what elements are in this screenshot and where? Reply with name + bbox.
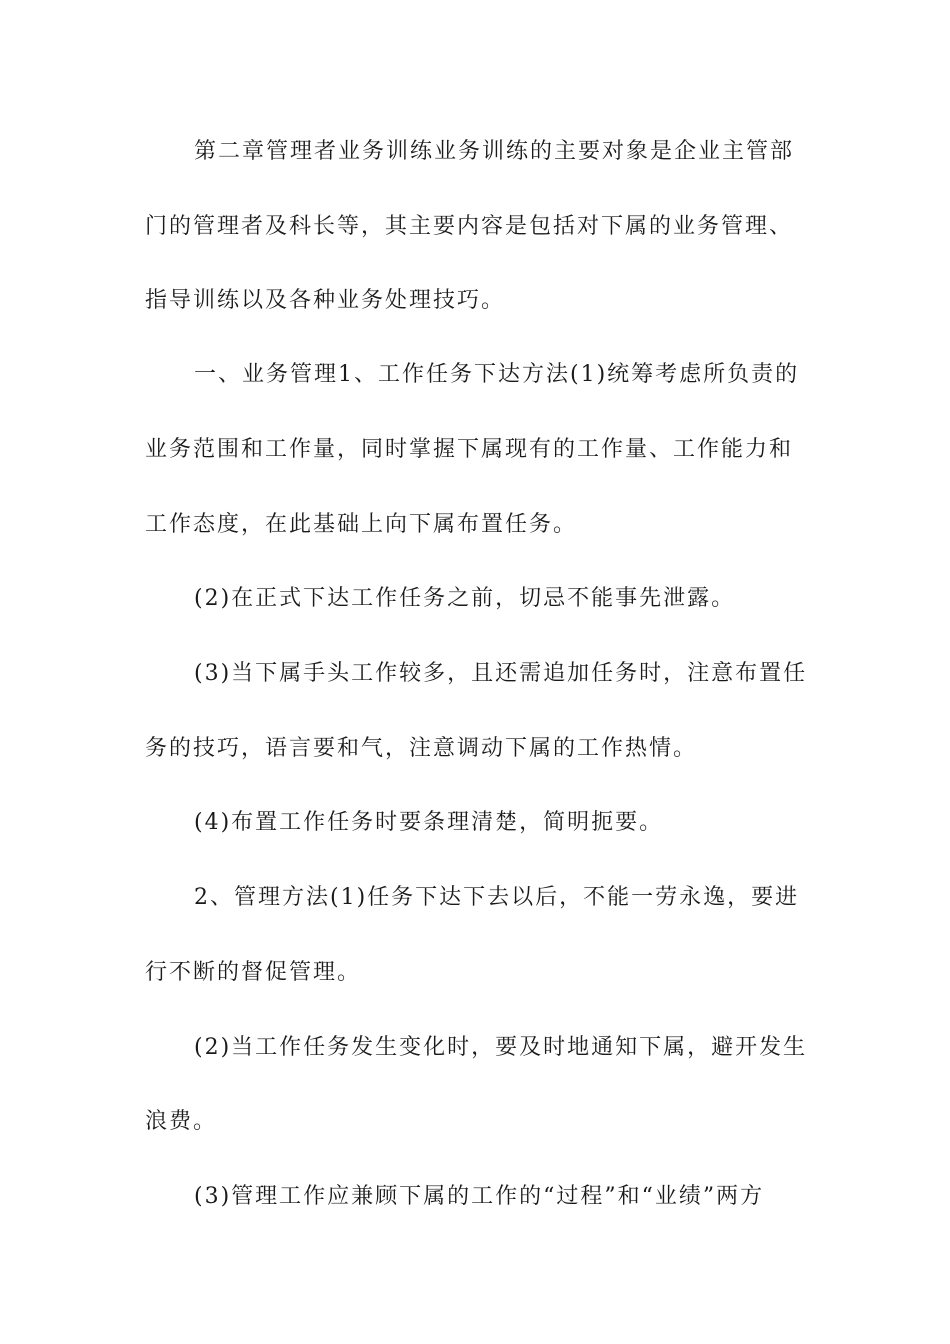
paragraph-7-line-1: (2)当工作任务发生变化时，要及时地通知下属，避开发生: [194, 1035, 808, 1060]
paragraph-2-line-3: 工作态度，在此基础上向下属布置任务。: [145, 512, 578, 537]
paragraph-6-line-2: 行不断的督促管理。: [145, 960, 362, 985]
paragraph-3-line-1: (2)在正式下达工作任务之前，切忌不能事先泄露。: [194, 586, 736, 611]
paragraph-4-line-2: 务的技巧，语言要和气，注意调动下属的工作热情。: [145, 736, 698, 761]
paragraph-4-line-1: (3)当下属手头工作较多，且还需追加任务时，注意布置任: [194, 661, 808, 686]
paragraph-2-line-1: 一、业务管理1、工作任务下达方法(1)统筹考虑所负责的: [194, 362, 800, 387]
paragraph-1-line-1: 第二章管理者业务训练业务训练的主要对象是企业主管部: [194, 139, 795, 164]
paragraph-1-line-3: 指导训练以及各种业务处理技巧。: [145, 288, 506, 313]
paragraph-6-line-1: 2、管理方法(1)任务下达下去以后，不能一劳永逸，要进: [194, 885, 800, 910]
paragraph-1-line-2: 门的管理者及科长等，其主要内容是包括对下属的业务管理、: [145, 214, 794, 239]
paragraph-5-line-1: (4)布置工作任务时要条理清楚，简明扼要。: [194, 810, 664, 835]
paragraph-8-line-1: (3)管理工作应兼顾下属的工作的“过程”和“业绩”两方: [194, 1184, 765, 1209]
paragraph-2-line-2: 业务范围和工作量，同时掌握下属现有的工作量、工作能力和: [145, 437, 794, 462]
paragraph-7-line-2: 浪费。: [145, 1109, 218, 1134]
